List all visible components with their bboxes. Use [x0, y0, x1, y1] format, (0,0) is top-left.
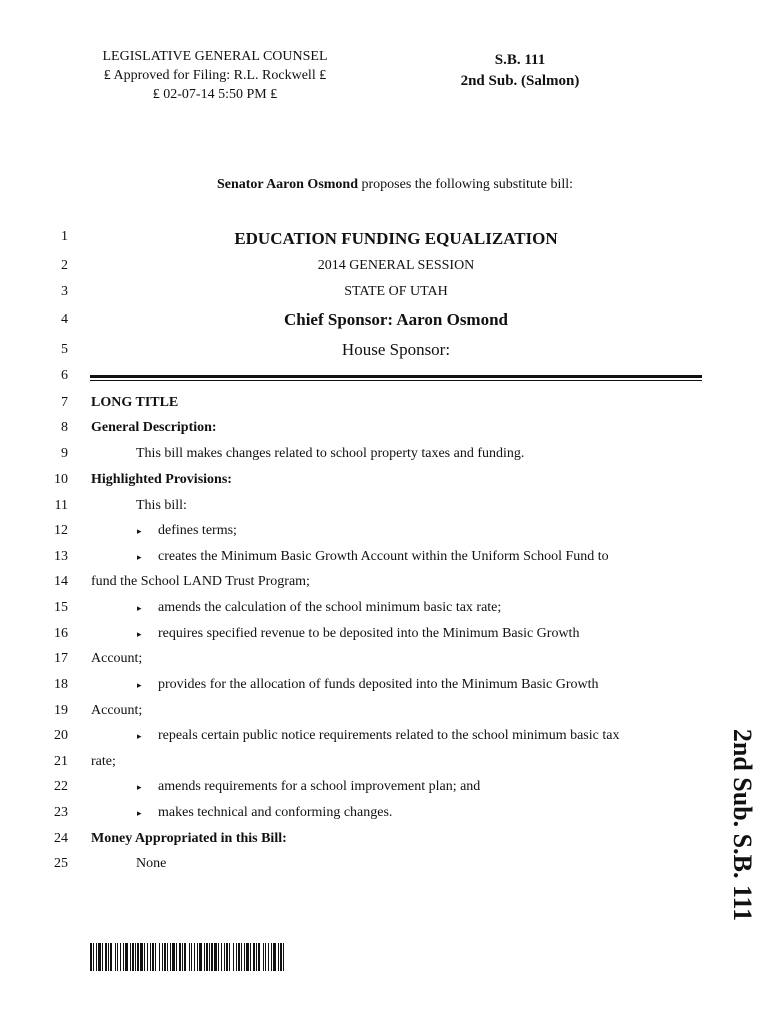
bullet-icon: ▸: [137, 603, 142, 613]
barcode-bar: [167, 943, 168, 971]
title-divider: [90, 375, 702, 378]
bill-line: [0, 574, 770, 598]
house-sponsor: House Sponsor:: [341, 340, 451, 359]
barcode-bar: [105, 943, 107, 971]
chief-sponsor: Chief Sponsor: Aaron Osmond: [283, 310, 509, 329]
barcode-bar: [176, 943, 177, 971]
bill-line: [0, 395, 770, 419]
line-number: 19: [54, 703, 68, 718]
long-title-heading: LONG TITLE: [91, 395, 179, 410]
line-number: 9: [61, 446, 68, 461]
bill-line: [0, 549, 770, 573]
line-number: 2: [61, 258, 68, 273]
barcode-bar: [194, 943, 195, 971]
barcode: [90, 943, 285, 971]
intro-sponsor: Senator Aaron Osmond: [216, 177, 359, 192]
barcode-bar: [280, 943, 282, 971]
bill-line: [0, 728, 770, 752]
barcode-bar: [238, 943, 240, 971]
bill-line: [0, 472, 770, 496]
line-number: 25: [54, 856, 68, 871]
line-text: repeals certain public notice requirements related to the school minimum basic tax: [158, 728, 620, 743]
timestamp-line: ₤ 02-07-14 5:50 PM ₤: [152, 87, 278, 102]
barcode-bar: [236, 943, 237, 971]
line-number: 7: [61, 395, 68, 410]
barcode-bar: [273, 943, 276, 971]
highlighted-provisions-heading: Highlighted Provisions:: [91, 472, 232, 487]
intro-rest: proposes the following substitute bill:: [358, 177, 574, 192]
bill-line: [0, 446, 770, 470]
barcode-bar: [110, 943, 112, 971]
line-number: 17: [54, 651, 68, 666]
barcode-bar: [265, 943, 266, 971]
line-text: amends requirements for a school improvement plan; and: [158, 779, 481, 794]
barcode-bar: [226, 943, 228, 971]
barcode-bar: [229, 943, 230, 971]
barcode-bar: [140, 943, 143, 971]
barcode-bar: [184, 943, 186, 971]
barcode-bar: [206, 943, 208, 971]
barcode-bar: [93, 943, 94, 971]
line-number: 11: [54, 498, 68, 513]
barcode-bar: [147, 943, 148, 971]
line-number: 16: [54, 626, 68, 641]
bill-line: [0, 284, 770, 308]
line-number: 23: [54, 805, 68, 820]
barcode-bar: [137, 943, 139, 971]
barcode-bar: [182, 943, 183, 971]
line-number: 12: [54, 523, 68, 538]
line-number: 5: [61, 342, 68, 357]
bill-line: [0, 754, 770, 778]
line-text: defines terms;: [158, 523, 237, 538]
barcode-bar: [209, 943, 210, 971]
bill-line: [0, 703, 770, 727]
barcode-bar: [172, 943, 175, 971]
substitute-label: 2nd Sub. (Salmon): [460, 73, 580, 89]
barcode-bar: [144, 943, 145, 971]
bill-title: EDUCATION FUNDING EQUALIZATION: [234, 229, 558, 248]
barcode-bar: [150, 943, 151, 971]
bullet-icon: ▸: [137, 526, 142, 536]
barcode-bar: [246, 943, 249, 971]
barcode-bar: [253, 943, 255, 971]
barcode-bar: [132, 943, 134, 971]
bullet-icon: ▸: [137, 552, 142, 562]
bill-id-block: [440, 50, 600, 92]
bullet-icon: ▸: [137, 731, 142, 741]
session-label: 2014 GENERAL SESSION: [317, 258, 475, 273]
line-number: 24: [54, 831, 68, 846]
bill-line: [0, 779, 770, 803]
bill-line: [0, 340, 770, 364]
barcode-bar: [263, 943, 264, 971]
barcode-bar: [191, 943, 192, 971]
line-text: creates the Minimum Basic Growth Account within the Uniform School Fund to: [158, 549, 609, 564]
line-text: This bill makes changes related to school property taxes and funding.: [136, 446, 525, 461]
barcode-bar: [130, 943, 131, 971]
bullet-icon: ▸: [137, 629, 142, 639]
line-number: 4: [61, 312, 68, 327]
bill-line: [0, 831, 770, 855]
money-appropriated-heading: Money Appropriated in this Bill:: [91, 831, 287, 846]
bullet-icon: ▸: [137, 680, 142, 690]
barcode-bar: [256, 943, 257, 971]
line-text: This bill:: [136, 498, 187, 513]
barcode-bar: [204, 943, 205, 971]
line-text: rate;: [91, 754, 116, 769]
barcode-bar: [159, 943, 160, 971]
line-number: 1: [61, 229, 68, 244]
line-text: Account;: [91, 703, 143, 718]
intro-line: [0, 177, 770, 193]
barcode-bar: [224, 943, 225, 971]
barcode-bar: [241, 943, 242, 971]
general-description-heading: General Description:: [91, 420, 217, 435]
barcode-bar: [214, 943, 217, 971]
counsel-approval-block: [60, 47, 370, 104]
barcode-bar: [152, 943, 154, 971]
line-number: 3: [61, 284, 68, 299]
bill-line: [0, 258, 770, 282]
line-text: makes technical and conforming changes.: [158, 805, 393, 820]
barcode-bar: [120, 943, 121, 971]
barcode-bar: [170, 943, 171, 971]
bill-line: [0, 498, 770, 522]
barcode-bar: [164, 943, 166, 971]
state-label: STATE OF UTAH: [344, 284, 448, 299]
line-number: 13: [54, 549, 68, 564]
line-text: requires specified revenue to be deposited into the Minimum Basic Growth: [158, 626, 580, 641]
barcode-bar: [117, 943, 118, 971]
barcode-bar: [179, 943, 181, 971]
line-number: 21: [54, 754, 68, 769]
barcode-bar: [233, 943, 234, 971]
barcode-bar: [268, 943, 269, 971]
barcode-bar: [250, 943, 251, 971]
line-number: 15: [54, 600, 68, 615]
barcode-bar: [162, 943, 163, 971]
bill-line: [0, 651, 770, 675]
bill-line: [0, 310, 770, 334]
barcode-bar: [135, 943, 136, 971]
line-text: Account;: [91, 651, 143, 666]
line-number: 14: [54, 574, 68, 589]
barcode-bar: [278, 943, 279, 971]
barcode-bar: [211, 943, 213, 971]
bullet-icon: ▸: [137, 782, 142, 792]
bullet-icon: ▸: [137, 808, 142, 818]
barcode-bar: [244, 943, 245, 971]
barcode-bar: [155, 943, 156, 971]
line-number: 10: [54, 472, 68, 487]
line-number: 22: [54, 779, 68, 794]
barcode-bar: [271, 943, 272, 971]
barcode-bar: [199, 943, 202, 971]
barcode-bar: [283, 943, 284, 971]
barcode-bar: [115, 943, 116, 971]
bill-line: [0, 523, 770, 547]
title-divider-thin: [90, 380, 702, 381]
line-text: fund the School LAND Trust Program;: [91, 574, 310, 589]
line-number: 6: [61, 368, 68, 383]
approval-line: ₤ Approved for Filing: R.L. Rockwell ₤: [103, 68, 327, 83]
side-bill-label-text: 2nd Sub. S.B. 111: [728, 728, 757, 922]
line-number: 20: [54, 728, 68, 743]
barcode-bar: [123, 943, 124, 971]
line-number: 18: [54, 677, 68, 692]
barcode-bar: [197, 943, 198, 971]
counsel-line: LEGISLATIVE GENERAL COUNSEL: [102, 49, 328, 64]
bill-line: [0, 856, 770, 880]
bill-line: [0, 600, 770, 624]
barcode-bar: [189, 943, 190, 971]
line-number: 8: [61, 420, 68, 435]
line-text: amends the calculation of the school minimum basic tax rate;: [158, 600, 502, 615]
barcode-bar: [125, 943, 128, 971]
side-bill-label: [712, 690, 770, 960]
bill-line: [0, 420, 770, 444]
barcode-bar: [98, 943, 101, 971]
line-text: None: [136, 856, 167, 871]
bill-line: [0, 677, 770, 701]
barcode-bar: [96, 943, 97, 971]
barcode-bar: [221, 943, 222, 971]
barcode-bar: [218, 943, 219, 971]
bill-number: S.B. 111: [494, 52, 546, 68]
barcode-bar: [108, 943, 109, 971]
bill-line: [0, 626, 770, 650]
barcode-bar: [258, 943, 260, 971]
barcode-bar: [102, 943, 103, 971]
bill-line: [0, 229, 770, 253]
line-text: provides for the allocation of funds deposited into the Minimum Basic Growth: [158, 677, 599, 692]
bill-line: [0, 805, 770, 829]
barcode-bar: [90, 943, 92, 971]
